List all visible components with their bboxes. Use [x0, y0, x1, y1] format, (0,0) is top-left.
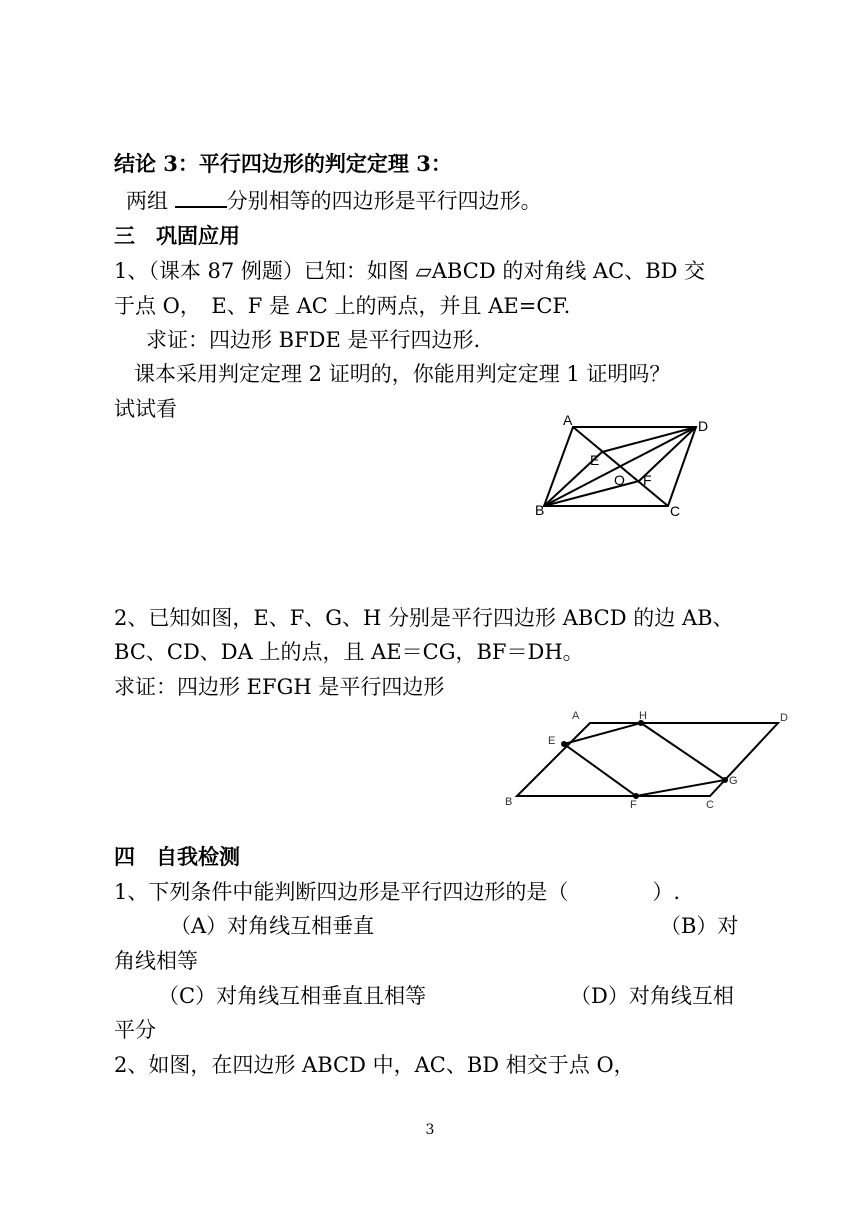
fig2-parallelogram: [517, 723, 778, 796]
s4-q1-option-a: （A）对角线互相垂直: [170, 914, 375, 938]
parallelogram-symbol-icon: ▱: [415, 259, 432, 283]
fig2-quadrilateral-efgh: [564, 723, 725, 796]
fig2-label-b: B: [505, 796, 513, 808]
q1-line1-post: ABCD 的对角线 AC、BD 交: [431, 259, 706, 283]
fig1-label-a: A: [563, 412, 573, 428]
fig1-label-d: D: [698, 418, 709, 434]
fig1-label-b: B: [535, 502, 545, 518]
s4-q1-stem: 1、下列条件中能判断四边形是平行四边形的是（ ）.: [114, 880, 681, 904]
fig2-label-h: H: [639, 710, 647, 722]
fig2-point-g: [722, 777, 728, 783]
q1-line1-pre: 1、（课本 87 例题）已知：如图: [114, 259, 416, 283]
q1-line5: 试试看: [114, 397, 177, 421]
s4-q1-option-b-end: 角线相等: [114, 949, 198, 973]
s4-q2-stem: 2、如图，在四边形 ABCD 中，AC、BD 相交于点 O，: [114, 1053, 635, 1077]
fill-blank: [175, 186, 227, 208]
conclusion-suffix: 分别相等的四边形是平行四边形。: [226, 189, 542, 213]
conclusion-title: 结论 3：平行四边形的判定定理 3：: [114, 151, 452, 176]
fig2-label-d: D: [780, 712, 788, 724]
fig2-label-c: C: [706, 799, 714, 811]
q1-figure: [525, 405, 740, 530]
q1-line4: 课本采用判定定理 2 证明的，你能用判定定理 1 证明吗？: [134, 362, 671, 386]
fig1-label-f: F: [643, 472, 652, 488]
page-number: 3: [425, 1122, 435, 1138]
fig1-label-o: O: [614, 472, 625, 488]
fig1-label-c: C: [670, 503, 681, 519]
s4-q1-option-c: （C）对角线互相垂直且相等: [158, 984, 427, 1008]
q2-line1: 2、已知如图，E、F、G、H 分别是平行四边形 ABCD 的边 AB、: [114, 606, 734, 630]
conclusion-prefix: 两组: [126, 189, 175, 213]
s4-q1-option-d-end: 平分: [114, 1018, 156, 1042]
section-4-heading: 四 自我检测: [114, 844, 240, 869]
conclusion-statement: [126, 186, 542, 215]
q2-line2: BC、CD、DA 上的点，且 AE＝CG，BF＝DH。: [114, 640, 584, 664]
section-3-heading: 三 巩固应用: [114, 223, 240, 248]
q1-line2: 于点 O， E、F 是 AC 上的两点，并且 AE=CF.: [114, 294, 571, 318]
q1-line3: 求证：四边形 BFDE 是平行四边形.: [146, 328, 481, 352]
s4-q1-option-b-start: （B）对: [660, 914, 739, 938]
fig2-label-e: E: [548, 735, 556, 747]
fig2-label-a: A: [572, 710, 580, 722]
fig2-label-g: G: [729, 775, 738, 787]
q2-line3: 求证：四边形 EFGH 是平行四边形: [114, 675, 445, 699]
s4-q1-option-d-start: （D）对角线互相: [570, 984, 734, 1008]
q2-figure: [500, 708, 800, 813]
fig1-label-e: E: [590, 452, 600, 468]
q1-line1: [114, 257, 705, 285]
fig2-label-f: F: [630, 799, 637, 811]
fig2-point-e: [561, 741, 567, 747]
